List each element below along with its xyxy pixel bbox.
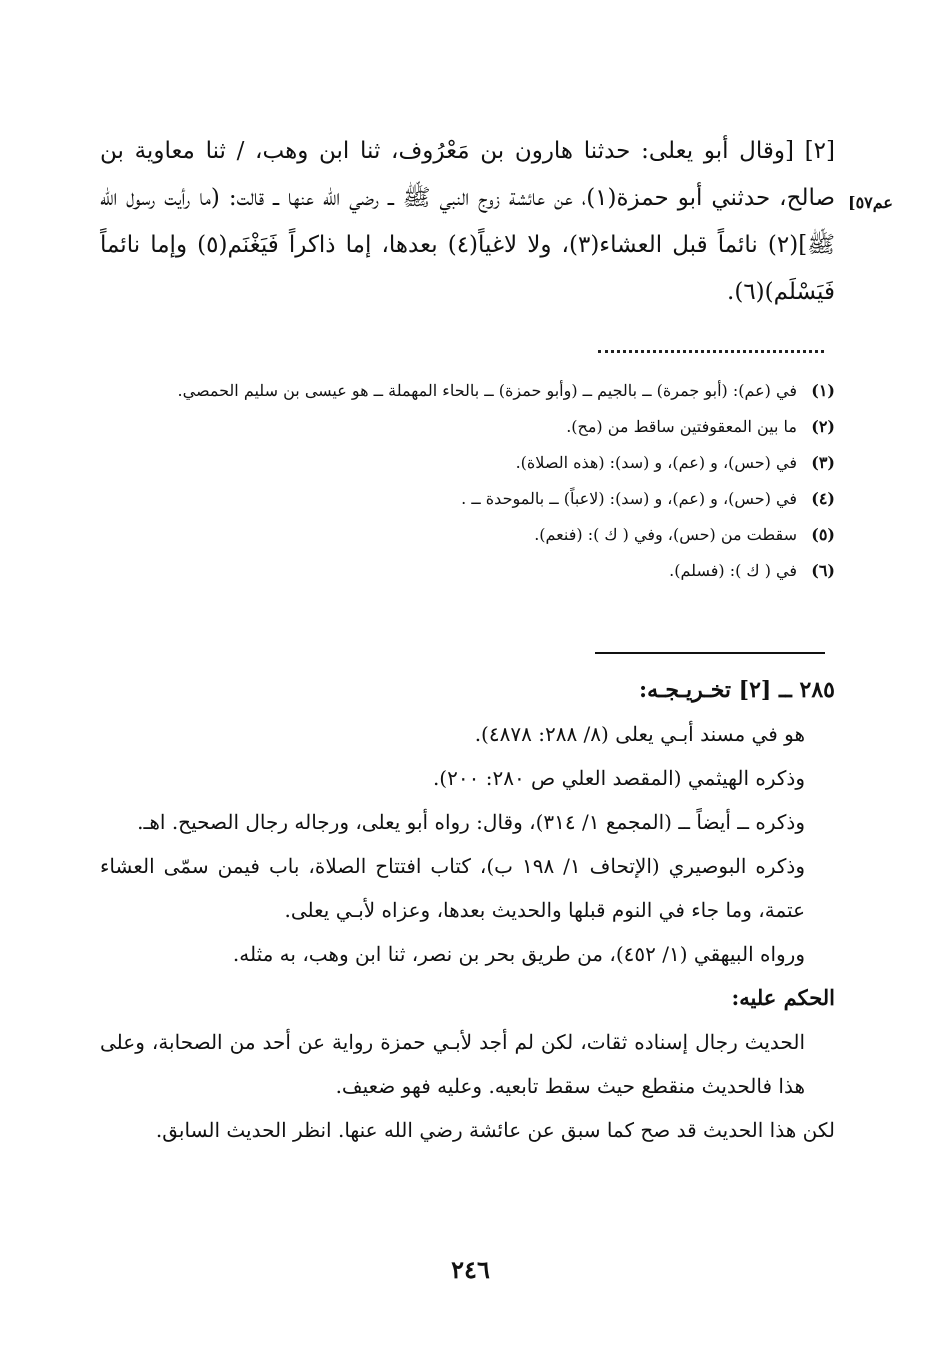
footnote-number: (٦) xyxy=(811,561,835,580)
takhrij-paragraph: وذكره ــ أيضاً ــ (المجمع ١/ ٣١٤)، وقال: رواه أبو يعلى، ورجاله رجال الصحيح. اهـ. xyxy=(137,810,805,834)
footnote-text: ما بين المعقوفتين ساقط من (مح). xyxy=(566,417,797,436)
footnote-item xyxy=(100,373,835,409)
footnote-item xyxy=(100,409,835,445)
hukm-paragraph: الحديث رجال إسناده ثقات، لكن لم أجد لأبـي حمزة رواية عن أحد من الصحابة، وعلى هذا فالحديث منقطع حيث سقط تابعيه. وعليه فهو ضعيف. xyxy=(100,1030,805,1098)
footnote-text: في ( ك ): (فسلم). xyxy=(669,561,797,580)
footnote-item xyxy=(100,553,835,589)
takhrij-heading: ٢٨٥ ــ [٢] تخـريـجـه: xyxy=(638,677,835,703)
takhrij-paragraph: هو في مسند أبـي يعلى (٨/ ٢٨٨: ٤٨٧٨). xyxy=(474,722,805,746)
footnotes xyxy=(100,373,835,589)
footnote-text: سقطت من (حس)، وفي ( ك ): (فنعم). xyxy=(534,525,797,544)
hadith-main-text xyxy=(100,128,835,316)
section-separator-rule xyxy=(595,652,825,654)
footnote-number: (١) xyxy=(811,381,835,400)
marginal-manuscript-reference: [عم٥٧ xyxy=(848,193,893,212)
hadith-paragraph: [٢] [وقال أبو يعلى: حدثنا هارون بن مَعْرُوف، ثنا ابن وهب، / ثنا معاوية بن صالح، حدثني أبو حمزة(١)، عن عائشة زوج النبي ﷺ ــ رضي الله عنها ــ قالت: (ما رأيت رسول الله ﷺ](٢) نائماً قبل العشاء(٣)، ولا لاغياً(٤) بعدها، إما ذاكراً فَيَغْنَم(٥) وإما نائماً فَيَسْلَم)(٦). xyxy=(100,138,836,305)
footnote-number: (٥) xyxy=(811,525,835,544)
takhrij-section xyxy=(100,668,835,1152)
footnote-separator-dotted xyxy=(598,350,824,353)
footnote-text: في (حس)، و (عم)، و (سد): (لاعباً) ــ بالموحدة ــ . xyxy=(461,489,797,508)
footnote-item xyxy=(100,517,835,553)
takhrij-paragraph: وذكره الهيثمي (المقصد العلي ص ٢٨٠: ٢٠٠). xyxy=(432,766,805,790)
footnote-number: (٢) xyxy=(811,417,835,436)
footnote-text: في (حس)، و (عم)، و (سد): (هذه الصلاة). xyxy=(515,453,797,472)
footnote-item xyxy=(100,481,835,517)
hukm-heading: الحكم عليه: xyxy=(731,985,835,1010)
takhrij-paragraph: وذكره البوصيري (الإتحاف ١/ ١٩٨ ب)، كتاب افتتاح الصلاة، باب فيمن سمّى العشاء عتمة، وما جاء في النوم قبلها والحديث بعدها، وعزاه لأبـي يعلى. xyxy=(100,854,805,922)
takhrij-paragraph: ورواه البيهقي (١/ ٤٥٢)، من طريق بحر بن نصر، ثنا ابن وهب، به مثله. xyxy=(232,942,805,966)
footnote-number: (٤) xyxy=(811,489,835,508)
footnote-number: (٣) xyxy=(811,453,835,472)
page-number: ٢٤٦ xyxy=(451,1255,490,1284)
footnote-text: في (عم): (أبو جمرة) ــ بالجيم ــ (وأبو حمزة) ــ بالحاء المهملة ــ هو عيسى بن سليم الحمصي. xyxy=(177,381,797,400)
footnote-item xyxy=(100,445,835,481)
hukm-paragraph: لكن هذا الحديث قد صح كما سبق عن عائشة رضي الله عنها. انظر الحديث السابق. xyxy=(155,1118,835,1142)
